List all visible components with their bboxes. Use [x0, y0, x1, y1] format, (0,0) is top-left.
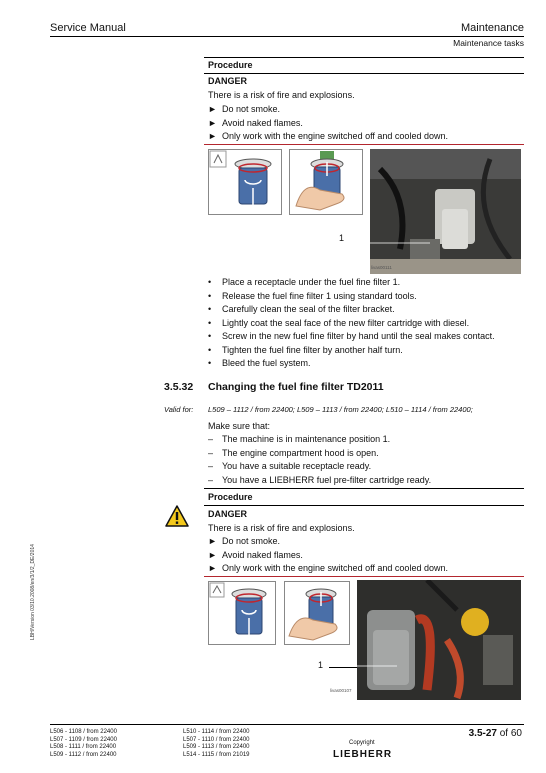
- header-right: Maintenance: [461, 22, 524, 34]
- footer-model: L514 - 1115 / from 21019: [183, 751, 250, 758]
- side-version-text: LBH/Version 03/10.2008/en/3/1/2_DE/2014: [30, 544, 36, 640]
- footer-rule: [50, 724, 524, 725]
- filter-install-illustration-2: [284, 581, 350, 645]
- footer-model: L509 - 1113 / from 22400: [183, 744, 250, 750]
- valid-for-label: Valid for:: [164, 405, 194, 414]
- step-item: • Place a receptacle under the fuel fine filter 1.: [208, 277, 401, 287]
- step-item: • Bleed the fuel system.: [208, 358, 311, 368]
- footer-model: L507 - 1110 / from 22400: [183, 736, 250, 743]
- danger-item: ► Only work with the engine switched off and cooled down.: [208, 563, 448, 573]
- step-item: • Release the fuel fine filter 1 using standard tools.: [208, 290, 417, 301]
- filter-hand-icon: [285, 582, 349, 644]
- page-current: 3.5-27: [468, 728, 497, 739]
- footer-models-col2: [183, 729, 250, 759]
- danger-bottom-rule-1: [204, 144, 524, 145]
- condition-item: – You have a suitable receptacle ready.: [208, 461, 372, 471]
- step-item: • Carefully clean the seal of the filter bracket.: [208, 304, 395, 314]
- header-left: Service Manual: [50, 22, 126, 34]
- engine-photo-drawing: [357, 580, 521, 700]
- callout-2: 1: [318, 660, 324, 670]
- filter-diagram-icon: [209, 582, 275, 644]
- danger-label-1: DANGER: [208, 76, 248, 86]
- footer-model: L507 - 1109 / from 22400: [50, 736, 117, 743]
- step-item: • Tighten the fuel fine filter by another half turn.: [208, 344, 403, 355]
- danger-list-1: [208, 103, 448, 144]
- danger-item: ► Avoid naked flames.: [208, 549, 303, 560]
- condition-item: – The machine is in maintenance position 1.: [208, 434, 391, 444]
- image-code-2: livas00107: [330, 688, 352, 693]
- footer-models-col1: [50, 729, 117, 759]
- danger-bottom-rule-2: [204, 576, 524, 577]
- header-subtitle: Maintenance tasks: [453, 38, 524, 48]
- liebherr-logo: LIEBHERR: [333, 749, 393, 760]
- engine-photo-2: [357, 580, 521, 700]
- filter-diagram-icon: [209, 150, 281, 214]
- filter-remove-illustration: [208, 149, 282, 215]
- warning-triangle-icon: [165, 505, 189, 527]
- filter-remove-illustration-2: [208, 581, 276, 645]
- procedure-rule-2: [204, 488, 524, 489]
- footer-model: L509 - 1112 / from 22400: [50, 751, 117, 758]
- section-number: 3.5.32: [164, 381, 194, 393]
- step-item: • Screw in the new fuel fine filter by hand until the seal makes contact.: [208, 331, 495, 341]
- danger-text-2: There is a risk of fire and explosions.: [208, 523, 355, 533]
- engine-photo-drawing: [370, 149, 521, 274]
- callout-1: 1: [339, 233, 345, 243]
- step-item: • Lightly coat the seal face of the new filter cartridge with diesel.: [208, 317, 470, 328]
- callout-line-2: [329, 667, 357, 668]
- filter-hand-icon: [290, 150, 362, 214]
- danger-item: ► Avoid naked flames.: [208, 117, 303, 128]
- condition-item: – You have a LIEBHERR fuel pre-filter cartridge ready.: [208, 474, 432, 485]
- danger-item: ► Only work with the engine switched off and cooled down.: [208, 131, 448, 141]
- conditions-list: [208, 433, 431, 487]
- danger-item: ► Do not smoke.: [208, 536, 281, 546]
- danger-top-rule-2: [204, 505, 524, 506]
- image-code-1: livas00111: [371, 265, 392, 270]
- valid-for-models: L509 – 1112 / from 22400; L509 – 1113 / from 22400; L510 – 1114 / from 22400;: [208, 405, 473, 414]
- page-total: of 60: [496, 728, 522, 739]
- danger-item: ► Do not smoke.: [208, 104, 281, 114]
- make-sure-label: Make sure that:: [208, 421, 271, 431]
- section-title: Changing the fuel fine filter TD2011: [208, 381, 384, 393]
- procedure-label-1: Procedure: [208, 60, 253, 70]
- danger-label-2: DANGER: [208, 509, 248, 519]
- page-number: [469, 728, 522, 739]
- filter-install-illustration: [289, 149, 363, 215]
- danger-top-rule-1: [204, 73, 524, 74]
- footer-model: L510 - 1114 / from 22400: [183, 729, 250, 735]
- footer-copyright: Copyright: [349, 740, 375, 746]
- procedure-rule-1: [204, 57, 524, 58]
- engine-photo-1: [370, 149, 521, 274]
- danger-list-2: [208, 535, 448, 576]
- steps-list-1: [208, 276, 495, 371]
- danger-text-1: There is a risk of fire and explosions.: [208, 90, 355, 100]
- procedure-label-2: Procedure: [208, 492, 253, 502]
- header-rule: [50, 36, 524, 37]
- footer-model: L506 - 1108 / from 22400: [50, 729, 117, 735]
- condition-item: – The engine compartment hood is open.: [208, 447, 379, 458]
- footer-model: L508 - 1111 / from 22400: [50, 744, 117, 750]
